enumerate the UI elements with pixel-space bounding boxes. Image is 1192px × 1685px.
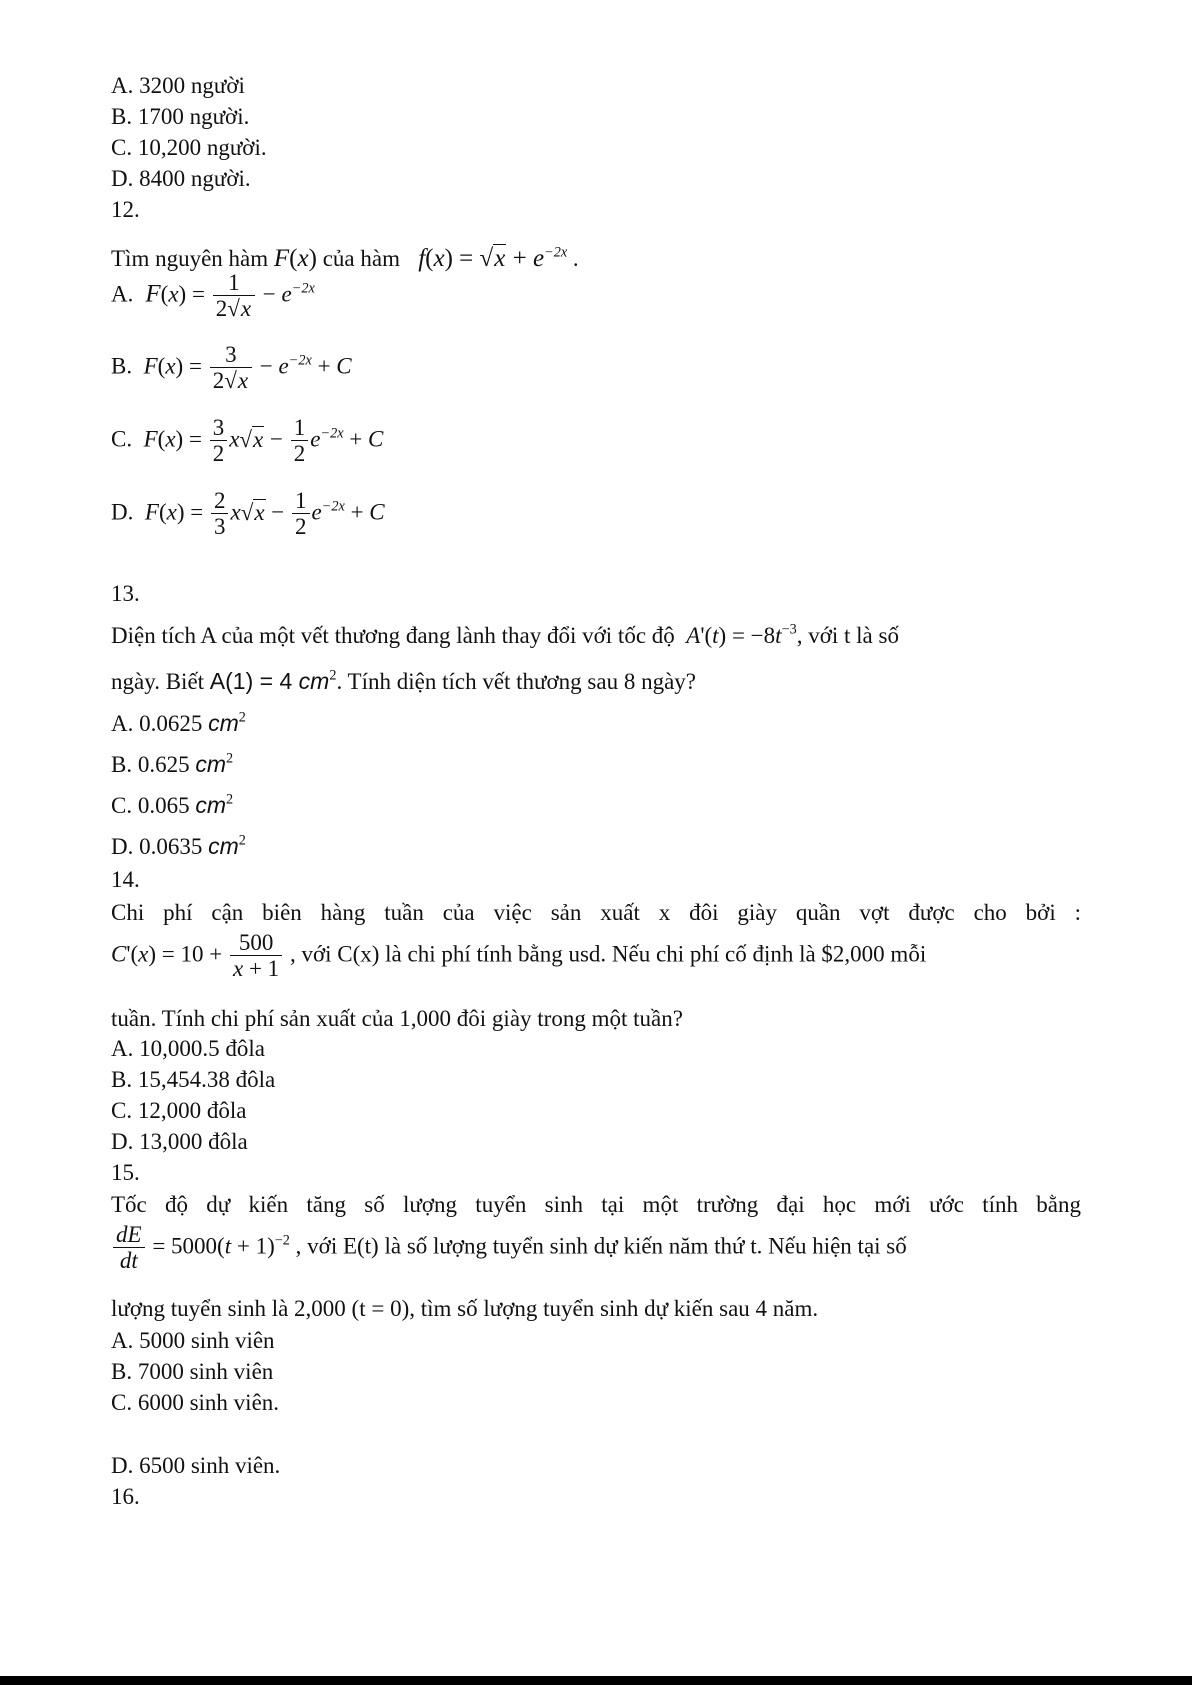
q12-option-c-label: C. xyxy=(111,426,133,452)
q13-option-b-unit: cm xyxy=(195,751,227,777)
q13-option-b-text: B. 0.625 xyxy=(111,752,190,777)
q15-stem-line-2: $\frac{dE}{dt}$ = $5000(t + 1)^{-2}$ , với E(t) là số lượng tuyển sinh dự kiến năm thứ t. Nếu hiện tại số xyxy=(111,1222,907,1275)
q13-option-c-unit: cm xyxy=(195,792,227,818)
q13-option-d xyxy=(111,833,246,861)
q13-option-d-unit: cm xyxy=(208,833,239,859)
q14-option-c: C. 12,000 đôla xyxy=(111,1098,247,1123)
q11-option-d: D. 8400 người. xyxy=(111,166,251,191)
q13-option-c xyxy=(111,792,233,820)
q14-stem-2-mid: , với C(x) là chi phí tính bằng usd. Nếu chi phí cố định là $2,000 mỗi xyxy=(289,941,927,967)
q13-option-a-unit: cm xyxy=(208,710,239,736)
q13-stem-line-1: Diện tích A của một vết thương đang lành thay đổi với tốc độ $A'(t) = -8t^{-3}$, với t là số xyxy=(111,621,899,648)
q13-number: 13. xyxy=(111,581,140,606)
q15-option-c: C. 6000 sinh viên. xyxy=(111,1390,280,1415)
q12-option-b: B. F(x) = $\frac{3}{2√x}$ − $e^{-2x} + C$ xyxy=(111,342,352,394)
q14-option-b: B. 15,454.38 đôla xyxy=(111,1067,276,1092)
q14-option-d: D. 13,000 đôla xyxy=(111,1129,248,1154)
q13-stem-2-end: . Tính diện tích vết thương sau 8 ngày? xyxy=(336,669,697,694)
q13-option-a xyxy=(111,710,246,738)
q14-option-a: A. 10,000.5 đôla xyxy=(111,1036,265,1061)
q15-option-a: A. 5000 sinh viên xyxy=(111,1328,275,1353)
q13-stem-2: ngày. Biết xyxy=(111,669,205,694)
q11-option-b: B. 1700 người. xyxy=(111,104,250,129)
q15-stem-1: Tốc độ dự kiến tăng số lượng tuyển sinh tại một trường đại học mới ước tính bằng xyxy=(111,1192,1081,1217)
q15-option-b: B. 7000 sinh viên xyxy=(111,1359,274,1384)
q13-option-d-unit-exp: 2 xyxy=(238,832,246,849)
q15-option-d: D. 6500 sinh viên. xyxy=(111,1453,281,1478)
q12-number: 12. xyxy=(111,197,140,222)
q12-option-d: D. F(x) = $\frac{2}{3}$ x√x − $\frac{1}{2}$ $e^{-2x} + C$ xyxy=(111,488,385,540)
q12-option-a-label: A. xyxy=(111,281,134,307)
q13-stem-1-end: , với t là số xyxy=(796,623,899,648)
q15-number: 15. xyxy=(111,1160,140,1185)
q16-number: 16. xyxy=(111,1484,140,1509)
q14-stem-3: tuần. Tính chi phí sản xuất của 1,000 đôi giày trong một tuần? xyxy=(111,1006,683,1031)
q12-stem: Tìm nguyên hàm F(x) của hàm $f(x) = √x + e^{-2x}$ . xyxy=(111,244,579,272)
q12-stem-mid: của hàm xyxy=(322,246,400,271)
q13-option-b xyxy=(111,751,233,779)
q13-stem-line-2: ngày. Biết A(1) = 4 $cm^2$. Tính diện tích vết thương sau 8 ngày? xyxy=(111,667,697,694)
q12-option-b-label: B. xyxy=(111,353,133,379)
q14-number: 14. xyxy=(111,867,140,892)
q11-option-c: C. 10,200 người. xyxy=(111,135,267,160)
q12-option-c: C. F(x) = $\frac{3}{2}$ x√x − $\frac{1}{2}$ $e^{-2x} + C$ xyxy=(111,415,384,467)
q15-stem-2-mid: , với E(t) là số lượng tuyển sinh dự kiến năm thứ t. Nếu hiện tại số xyxy=(295,1233,907,1259)
page-bottom-divider xyxy=(0,1676,1192,1685)
q15-stem-3: lượng tuyển sinh là 2,000 (t = 0), tìm số lượng tuyển sinh dự kiến sau 4 năm. xyxy=(111,1296,819,1321)
q13-option-d-text: D. 0.0635 xyxy=(111,834,203,859)
q12-stem-text: Tìm nguyên hàm xyxy=(111,246,269,271)
q14-stem-1: Chi phí cận biên hàng tuần của việc sản xuất x đôi giày quần vợt được cho bởi : xyxy=(111,900,1081,925)
q12-option-a: A. F(x) = $\frac{1}{2√x}$ − $e^{-2x}$ xyxy=(111,270,315,322)
q13-option-c-text: C. 0.065 xyxy=(111,793,190,818)
q11-option-a: A. 3200 người xyxy=(111,73,245,98)
q13-option-a-text: A. 0.0625 xyxy=(111,711,203,736)
q14-stem-line-2: C'(x) = 10 + $\frac{500}{x + 1}$ , với C(x) là chi phí tính bằng usd. Nếu chi phí cố định là $2,000 mỗi xyxy=(111,930,927,982)
q13-option-b-unit-exp: 2 xyxy=(226,750,234,767)
q13-stem-1: Diện tích A của một vết thương đang lành thay đổi với tốc độ xyxy=(111,623,675,648)
q13-option-a-unit-exp: 2 xyxy=(238,709,246,726)
q12-option-d-label: D. xyxy=(111,499,134,525)
q13-option-c-unit-exp: 2 xyxy=(226,791,234,808)
